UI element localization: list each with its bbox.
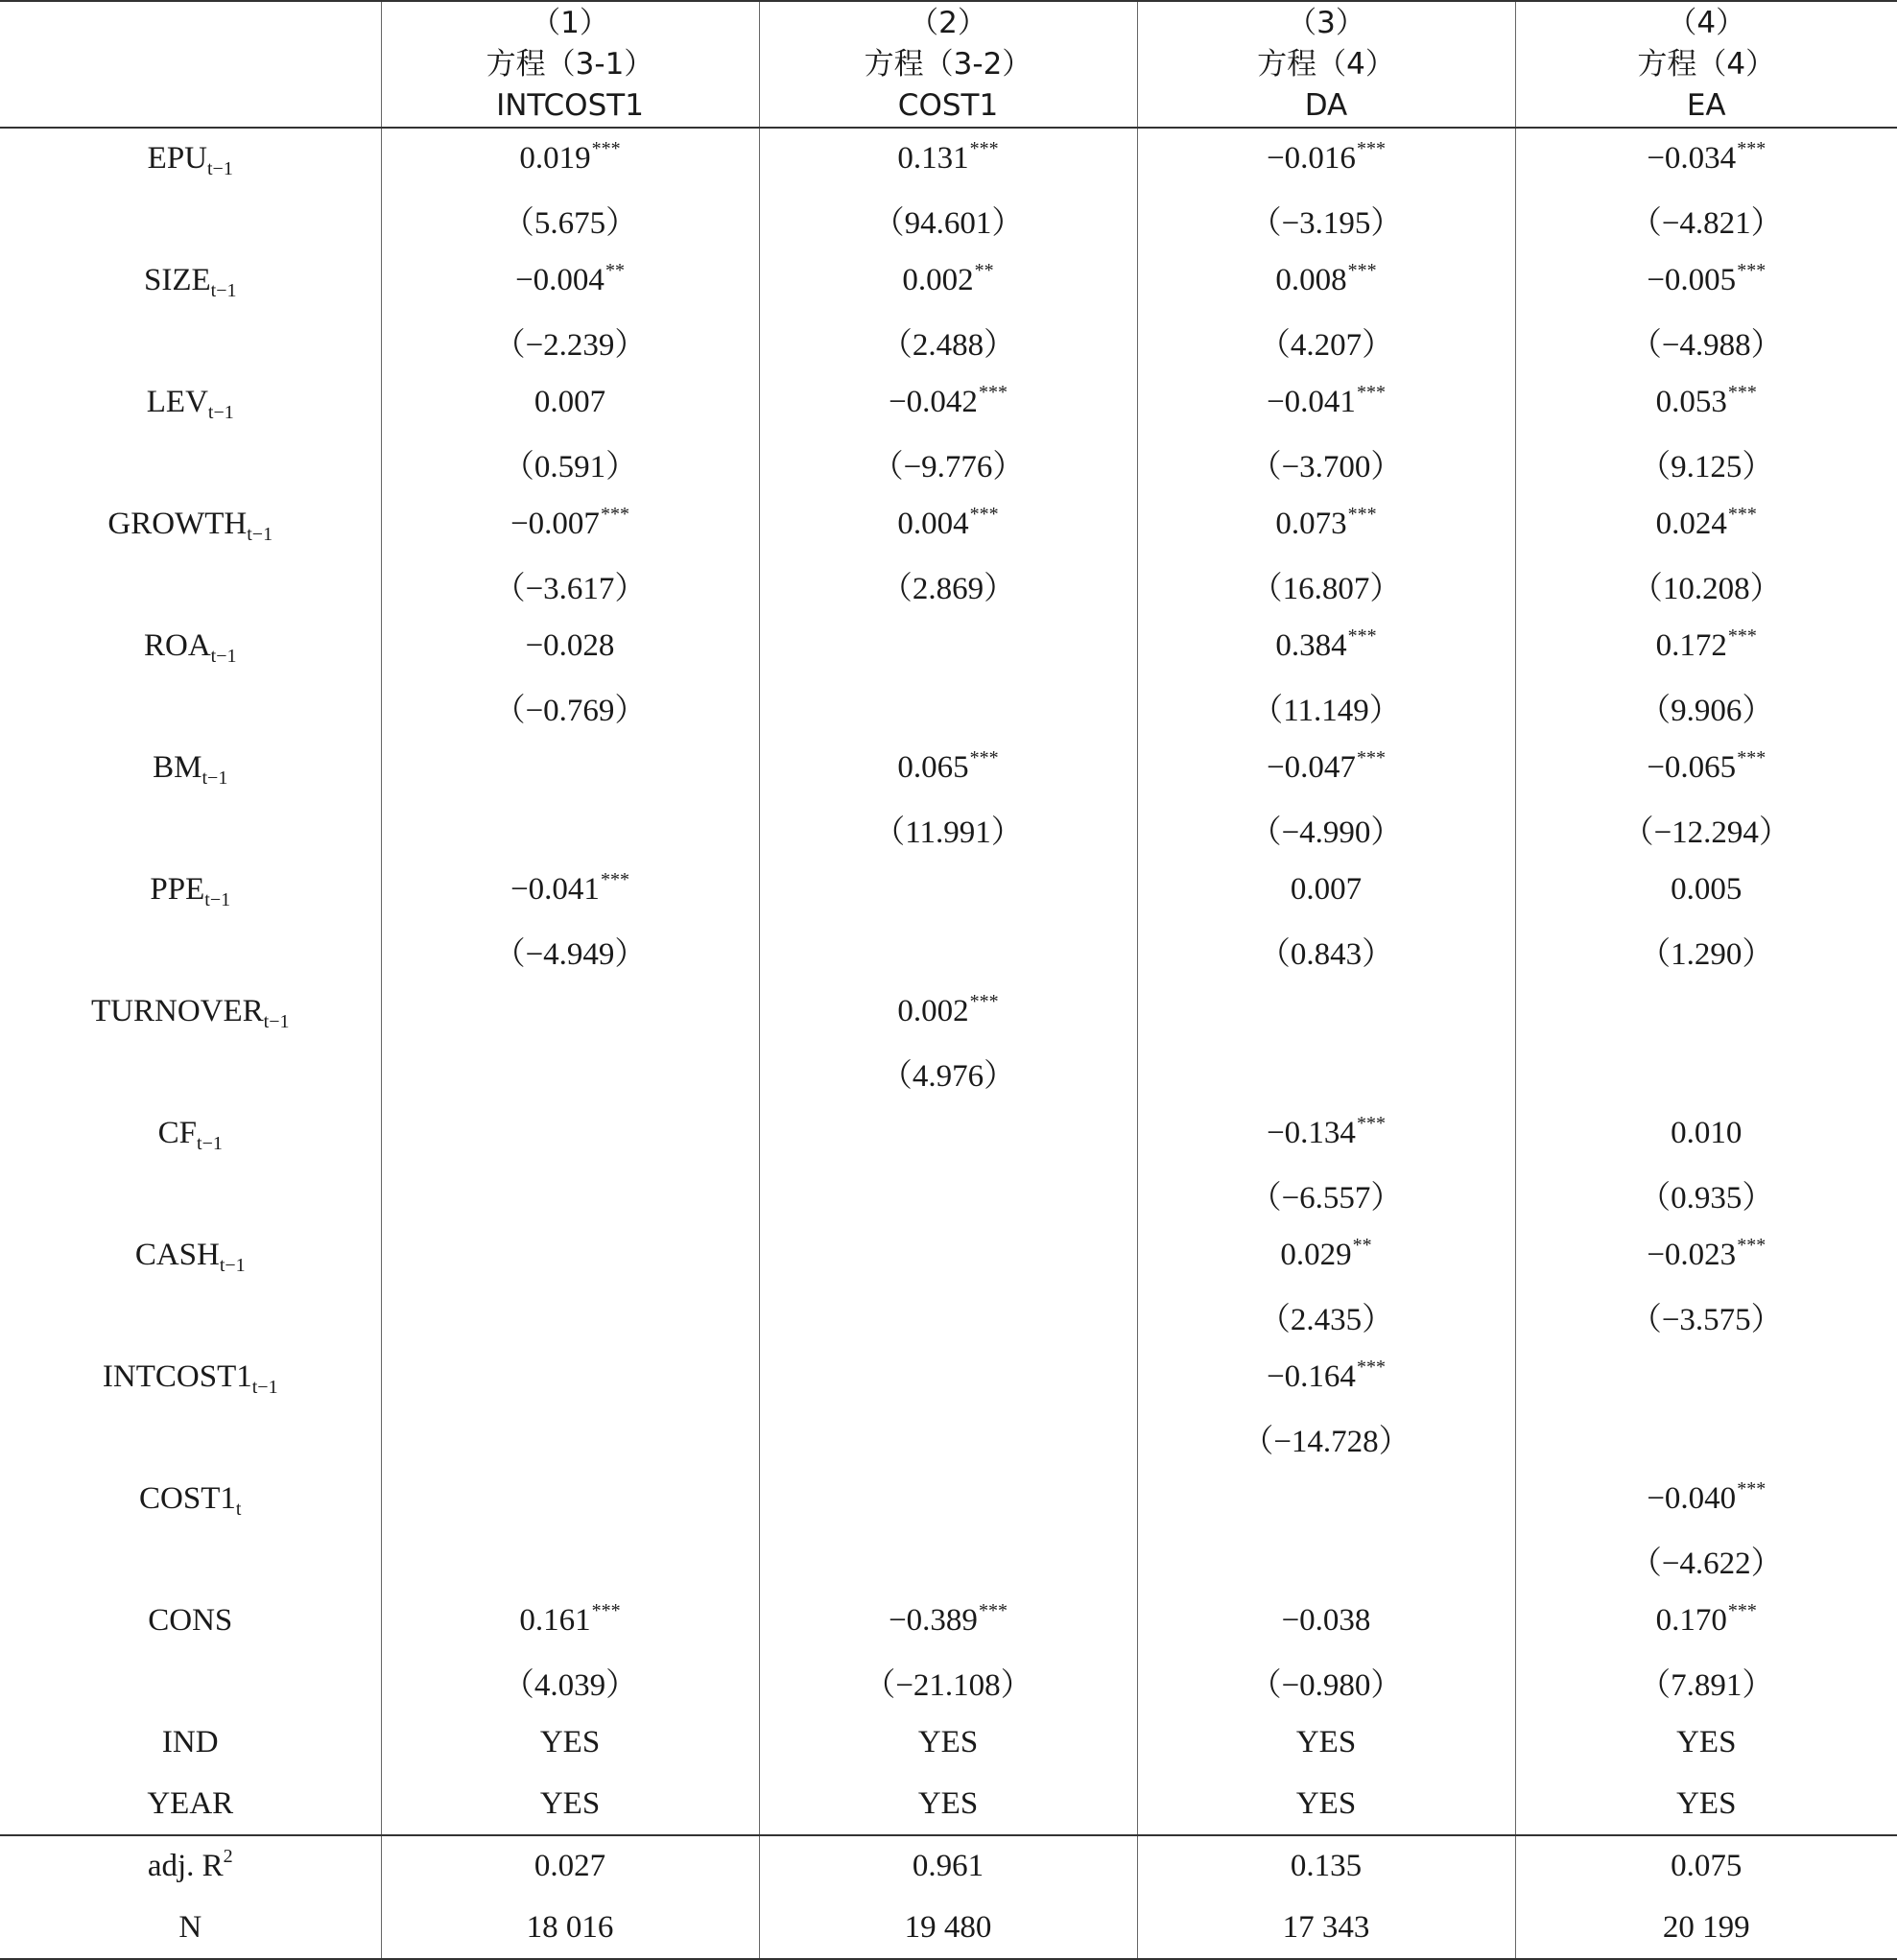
significance-stars: *** — [1357, 382, 1386, 403]
t-stat-cell: （7.891） — [1515, 1652, 1897, 1713]
t-stat-cell: （−3.700） — [1137, 434, 1515, 495]
header-col-2 — [759, 1, 1137, 128]
variable-name: COST1 — [139, 1481, 236, 1516]
significance-stars: *** — [1357, 1113, 1386, 1134]
coefficient-row — [0, 1347, 1897, 1408]
coefficient-cell — [1137, 372, 1515, 434]
coefficient-value: −0.016 — [1267, 141, 1356, 176]
column-number: （1） — [382, 3, 759, 44]
t-stat-cell: （11.149） — [1137, 677, 1515, 739]
t-stat-cell: （9.125） — [1515, 434, 1897, 495]
coefficient-value: 0.161 — [519, 1603, 590, 1638]
coefficient-value: 0.005 — [1671, 872, 1742, 907]
t-stat-cell — [759, 1287, 1137, 1348]
t-stat-cell: （2.869） — [759, 555, 1137, 617]
equation-label: 方程（4） — [1516, 44, 1897, 85]
coefficient-row — [0, 981, 1897, 1043]
variable-label — [0, 1225, 381, 1287]
t-stat-cell: （5.675） — [381, 190, 759, 251]
variable-label-empty — [0, 1530, 381, 1592]
variable-name: GROWTH — [107, 507, 247, 541]
t-stat-cell: （94.601） — [759, 190, 1137, 251]
coefficient-value: 0.029 — [1280, 1238, 1351, 1272]
variable-label — [0, 1347, 381, 1408]
significance-stars: *** — [1348, 504, 1377, 525]
variable-label — [0, 250, 381, 312]
t-stat-cell — [381, 1165, 759, 1226]
significance-stars: *** — [970, 991, 999, 1012]
variable-label-empty — [0, 555, 381, 617]
coefficient-row — [0, 372, 1897, 434]
t-stat-cell: （−4.990） — [1137, 799, 1515, 861]
t-stat-cell — [1137, 1530, 1515, 1592]
variable-label — [0, 128, 381, 190]
coefficient-cell — [381, 738, 759, 799]
control-value: YES — [381, 1712, 759, 1774]
t-stat-cell: （−9.776） — [759, 434, 1137, 495]
coefficient-value: −0.034 — [1647, 141, 1736, 176]
coefficient-value: 0.131 — [897, 141, 968, 176]
time-subscript: t−1 — [247, 524, 273, 545]
stat-label-text: adj. R — [148, 1849, 224, 1883]
stat-label — [0, 1835, 381, 1898]
coefficient-cell — [1137, 128, 1515, 190]
time-subscript: t−1 — [204, 889, 230, 910]
coefficient-value: −0.040 — [1647, 1481, 1736, 1516]
t-stat-cell — [381, 799, 759, 861]
coefficient-cell — [759, 494, 1137, 555]
coefficient-value: 0.007 — [1291, 872, 1362, 907]
coefficient-cell — [381, 981, 759, 1043]
coefficient-value: −0.164 — [1267, 1359, 1356, 1394]
coefficient-cell — [381, 1347, 759, 1408]
variable-label — [0, 1103, 381, 1165]
significance-stars: *** — [1728, 382, 1757, 403]
coefficient-cell — [1515, 1347, 1897, 1408]
significance-stars: *** — [970, 504, 999, 525]
stat-value: 0.027 — [381, 1835, 759, 1898]
control-label: YEAR — [0, 1774, 381, 1836]
t-stat-cell: （16.807） — [1137, 555, 1515, 617]
variable-name: BM — [153, 750, 202, 785]
coefficient-cell — [1137, 1103, 1515, 1165]
coefficient-cell — [381, 128, 759, 190]
variable-name: INTCOST1 — [103, 1359, 252, 1394]
coefficient-cell — [1515, 250, 1897, 312]
dependent-variable: EA — [1516, 85, 1897, 127]
dependent-variable: INTCOST1 — [382, 85, 759, 127]
coefficient-value: −0.042 — [889, 385, 978, 419]
variable-label-empty — [0, 190, 381, 251]
variable-label — [0, 738, 381, 799]
coefficient-value: 0.004 — [897, 507, 968, 541]
t-stat-row — [0, 1408, 1897, 1470]
variable-label — [0, 616, 381, 677]
time-subscript: t−1 — [207, 158, 233, 179]
coefficient-cell — [759, 616, 1137, 677]
t-stat-row — [0, 1165, 1897, 1226]
coefficient-value: 0.002 — [897, 994, 968, 1028]
column-number: （3） — [1138, 3, 1515, 44]
coefficient-cell — [759, 738, 1137, 799]
coefficient-cell — [1137, 1225, 1515, 1287]
variable-name: CASH — [135, 1238, 220, 1272]
significance-stars: *** — [1737, 138, 1766, 159]
t-stat-cell — [759, 1165, 1137, 1226]
coefficient-cell — [759, 1225, 1137, 1287]
header-col-3 — [1137, 1, 1515, 128]
variable-label-empty — [0, 921, 381, 982]
significance-stars: *** — [1737, 747, 1766, 768]
coefficient-cell — [1137, 860, 1515, 921]
significance-stars: ** — [975, 260, 994, 281]
coefficient-cell — [1515, 128, 1897, 190]
variable-label-empty — [0, 677, 381, 739]
variable-name: EPU — [148, 141, 207, 176]
header-stub — [0, 1, 381, 128]
coefficient-value: 0.172 — [1656, 628, 1727, 663]
coefficient-value: −0.004 — [515, 263, 605, 297]
variable-label — [0, 860, 381, 921]
coefficient-value: 0.002 — [902, 263, 973, 297]
t-stat-cell: （−0.769） — [381, 677, 759, 739]
control-label: IND — [0, 1712, 381, 1774]
dependent-variable: COST1 — [760, 85, 1137, 127]
coefficient-value: −0.041 — [510, 872, 600, 907]
t-stat-cell: （4.976） — [759, 1043, 1137, 1104]
significance-stars: *** — [592, 138, 621, 159]
variable-name: PPE — [150, 872, 204, 907]
t-stat-row — [0, 434, 1897, 495]
coefficient-value: 0.073 — [1275, 507, 1346, 541]
coefficient-value: 0.019 — [519, 141, 590, 176]
t-stat-cell — [381, 1530, 759, 1592]
t-stat-row — [0, 312, 1897, 373]
significance-stars: *** — [1348, 626, 1377, 647]
significance-stars: *** — [1728, 1600, 1757, 1621]
coefficient-cell — [1515, 1469, 1897, 1530]
t-stat-cell: （0.935） — [1515, 1165, 1897, 1226]
variable-label-empty — [0, 434, 381, 495]
stat-label-superscript: 2 — [224, 1846, 233, 1867]
significance-stars: ** — [1353, 1235, 1372, 1256]
coefficient-value: −0.005 — [1647, 263, 1736, 297]
header-col-1 — [381, 1, 759, 128]
coefficient-value: −0.023 — [1647, 1238, 1736, 1272]
table-body — [0, 128, 1897, 1959]
t-stat-row — [0, 1287, 1897, 1348]
coefficient-cell — [1137, 250, 1515, 312]
coefficient-cell — [1137, 738, 1515, 799]
significance-stars: *** — [1728, 504, 1757, 525]
t-stat-cell — [1137, 1043, 1515, 1104]
equation-label: 方程（3-2） — [760, 44, 1137, 85]
t-stat-row — [0, 1043, 1897, 1104]
coefficient-cell — [1137, 1591, 1515, 1652]
control-value: YES — [1515, 1712, 1897, 1774]
t-stat-cell: （11.991） — [759, 799, 1137, 861]
coefficient-row — [0, 860, 1897, 921]
variable-label-empty — [0, 1043, 381, 1104]
coefficient-value: −0.007 — [510, 507, 600, 541]
coefficient-value: −0.134 — [1267, 1116, 1356, 1150]
time-subscript: t — [236, 1499, 242, 1520]
coefficient-cell — [1515, 860, 1897, 921]
variable-name: ROA — [144, 628, 211, 663]
coefficient-cell — [759, 128, 1137, 190]
coefficient-cell — [1515, 981, 1897, 1043]
t-stat-cell: （−2.239） — [381, 312, 759, 373]
t-stat-cell — [759, 677, 1137, 739]
variable-label-empty — [0, 1165, 381, 1226]
coefficient-value: −0.038 — [1282, 1603, 1371, 1638]
t-stat-cell — [759, 1530, 1137, 1592]
coefficient-value: 0.008 — [1275, 263, 1346, 297]
t-stat-cell: （−4.821） — [1515, 190, 1897, 251]
t-stat-cell — [381, 1287, 759, 1348]
variable-name: CF — [158, 1116, 197, 1150]
stat-value: 0.075 — [1515, 1835, 1897, 1898]
t-stat-cell: （−3.195） — [1137, 190, 1515, 251]
coefficient-value: 0.170 — [1656, 1603, 1727, 1638]
coefficient-value: 0.053 — [1656, 385, 1727, 419]
t-stat-cell: （−14.728） — [1137, 1408, 1515, 1470]
control-value: YES — [1515, 1774, 1897, 1836]
significance-stars: *** — [970, 747, 999, 768]
equation-label: 方程（4） — [1138, 44, 1515, 85]
coefficient-value: 0.010 — [1671, 1116, 1742, 1150]
coefficient-cell — [381, 494, 759, 555]
significance-stars: *** — [1737, 1235, 1766, 1256]
variable-label-empty — [0, 1287, 381, 1348]
variable-label-empty — [0, 1408, 381, 1470]
variable-label — [0, 1591, 381, 1652]
variable-name: SIZE — [144, 263, 211, 297]
significance-stars: *** — [979, 382, 1008, 403]
control-row — [0, 1712, 1897, 1774]
header-row — [0, 1, 1897, 128]
coefficient-value: −0.041 — [1267, 385, 1356, 419]
variable-name: TURNOVER — [91, 994, 264, 1028]
coefficient-cell — [1137, 1469, 1515, 1530]
time-subscript: t−1 — [211, 646, 237, 667]
stat-value: 18 016 — [381, 1898, 759, 1960]
t-stat-cell: （9.906） — [1515, 677, 1897, 739]
variable-label-empty — [0, 799, 381, 861]
coefficient-row — [0, 494, 1897, 555]
significance-stars: *** — [1737, 1478, 1766, 1500]
coefficient-cell — [381, 1225, 759, 1287]
coefficient-cell — [381, 1469, 759, 1530]
time-subscript: t−1 — [264, 1011, 290, 1032]
significance-stars: *** — [1728, 626, 1757, 647]
variable-name: CONS — [148, 1603, 232, 1638]
control-row — [0, 1774, 1897, 1836]
coefficient-cell — [1515, 372, 1897, 434]
coefficient-cell — [381, 1103, 759, 1165]
t-stat-cell: （−6.557） — [1137, 1165, 1515, 1226]
coefficient-row — [0, 1103, 1897, 1165]
t-stat-cell: （−0.980） — [1137, 1652, 1515, 1713]
t-stat-cell: （−4.622） — [1515, 1530, 1897, 1592]
t-stat-cell: （4.039） — [381, 1652, 759, 1713]
coefficient-row — [0, 250, 1897, 312]
t-stat-row — [0, 921, 1897, 982]
variable-label-empty — [0, 1652, 381, 1713]
equation-label: 方程（3-1） — [382, 44, 759, 85]
time-subscript: t−1 — [211, 280, 237, 301]
stat-label: N — [0, 1898, 381, 1960]
significance-stars: *** — [601, 504, 629, 525]
coefficient-value: −0.028 — [526, 628, 615, 663]
coefficient-cell — [381, 372, 759, 434]
control-value: YES — [381, 1774, 759, 1836]
significance-stars: *** — [1357, 138, 1386, 159]
coefficient-row — [0, 1469, 1897, 1530]
coefficient-cell — [1515, 1591, 1897, 1652]
t-stat-cell: （−21.108） — [759, 1652, 1137, 1713]
dependent-variable: DA — [1138, 85, 1515, 127]
t-stat-row — [0, 555, 1897, 617]
column-number: （4） — [1516, 3, 1897, 44]
time-subscript: t−1 — [197, 1133, 223, 1154]
variable-label — [0, 981, 381, 1043]
t-stat-cell: （−3.617） — [381, 555, 759, 617]
stat-value: 20 199 — [1515, 1898, 1897, 1960]
t-stat-cell — [759, 1408, 1137, 1470]
t-stat-cell: （10.208） — [1515, 555, 1897, 617]
coefficient-cell — [759, 860, 1137, 921]
time-subscript: t−1 — [208, 402, 234, 423]
significance-stars: *** — [1348, 260, 1377, 281]
coefficient-cell — [1137, 494, 1515, 555]
t-stat-cell: （−4.988） — [1515, 312, 1897, 373]
t-stat-row — [0, 1652, 1897, 1713]
t-stat-cell: （2.435） — [1137, 1287, 1515, 1348]
stat-value: 0.135 — [1137, 1835, 1515, 1898]
significance-stars: ** — [605, 260, 625, 281]
coefficient-cell — [759, 981, 1137, 1043]
coefficient-cell — [1515, 1225, 1897, 1287]
t-stat-cell: （2.488） — [759, 312, 1137, 373]
significance-stars: *** — [1357, 747, 1386, 768]
time-subscript: t−1 — [202, 767, 228, 789]
coefficient-cell — [759, 1591, 1137, 1652]
coefficient-cell — [1515, 1103, 1897, 1165]
coefficient-cell — [759, 372, 1137, 434]
t-stat-cell: （−12.294） — [1515, 799, 1897, 861]
t-stat-row — [0, 1530, 1897, 1592]
coefficient-value: 0.007 — [534, 385, 605, 419]
coefficient-cell — [759, 1103, 1137, 1165]
coefficient-cell — [1137, 1347, 1515, 1408]
coefficient-cell — [1137, 981, 1515, 1043]
control-value: YES — [759, 1774, 1137, 1836]
variable-label-empty — [0, 312, 381, 373]
coefficient-cell — [1515, 738, 1897, 799]
variable-label — [0, 372, 381, 434]
stat-value: 17 343 — [1137, 1898, 1515, 1960]
time-subscript: t−1 — [220, 1255, 246, 1276]
time-subscript: t−1 — [252, 1377, 278, 1398]
t-stat-cell: （−4.949） — [381, 921, 759, 982]
variable-label — [0, 494, 381, 555]
coefficient-value: 0.384 — [1275, 628, 1346, 663]
coefficient-cell — [1515, 494, 1897, 555]
coefficient-cell — [1515, 616, 1897, 677]
coefficient-value: −0.389 — [889, 1603, 978, 1638]
t-stat-cell: （0.843） — [1137, 921, 1515, 982]
significance-stars: *** — [601, 869, 629, 890]
control-value: YES — [1137, 1712, 1515, 1774]
adj-r2-row — [0, 1835, 1897, 1898]
coefficient-cell — [759, 250, 1137, 312]
t-stat-cell: （−3.575） — [1515, 1287, 1897, 1348]
control-value: YES — [759, 1712, 1137, 1774]
coefficient-row — [0, 128, 1897, 190]
observations-row — [0, 1898, 1897, 1960]
coefficient-value: −0.047 — [1267, 750, 1356, 785]
significance-stars: *** — [1737, 260, 1766, 281]
coefficient-cell — [381, 860, 759, 921]
coefficient-row — [0, 1225, 1897, 1287]
coefficient-cell — [381, 616, 759, 677]
coefficient-cell — [381, 250, 759, 312]
coefficient-value: −0.065 — [1647, 750, 1736, 785]
coefficient-value: 0.024 — [1656, 507, 1727, 541]
variable-label — [0, 1469, 381, 1530]
control-value: YES — [1137, 1774, 1515, 1836]
coefficient-value: 0.065 — [897, 750, 968, 785]
coefficient-cell — [759, 1347, 1137, 1408]
t-stat-row — [0, 799, 1897, 861]
variable-name: LEV — [147, 385, 208, 419]
coefficient-row — [0, 616, 1897, 677]
significance-stars: *** — [979, 1600, 1008, 1621]
significance-stars: *** — [1357, 1357, 1386, 1378]
coefficient-cell — [1137, 616, 1515, 677]
t-stat-cell — [759, 921, 1137, 982]
stat-value: 19 480 — [759, 1898, 1137, 1960]
coefficient-cell — [381, 1591, 759, 1652]
stat-value: 0.961 — [759, 1835, 1137, 1898]
t-stat-cell: （0.591） — [381, 434, 759, 495]
column-number: （2） — [760, 3, 1137, 44]
t-stat-cell — [381, 1043, 759, 1104]
significance-stars: *** — [592, 1600, 621, 1621]
t-stat-row — [0, 677, 1897, 739]
header-col-4 — [1515, 1, 1897, 128]
t-stat-cell — [381, 1408, 759, 1470]
significance-stars: *** — [970, 138, 999, 159]
t-stat-cell — [1515, 1043, 1897, 1104]
t-stat-row — [0, 190, 1897, 251]
t-stat-cell — [1515, 1408, 1897, 1470]
t-stat-cell: （4.207） — [1137, 312, 1515, 373]
coefficient-cell — [759, 1469, 1137, 1530]
t-stat-cell: （1.290） — [1515, 921, 1897, 982]
coefficient-row — [0, 1591, 1897, 1652]
coefficient-row — [0, 738, 1897, 799]
